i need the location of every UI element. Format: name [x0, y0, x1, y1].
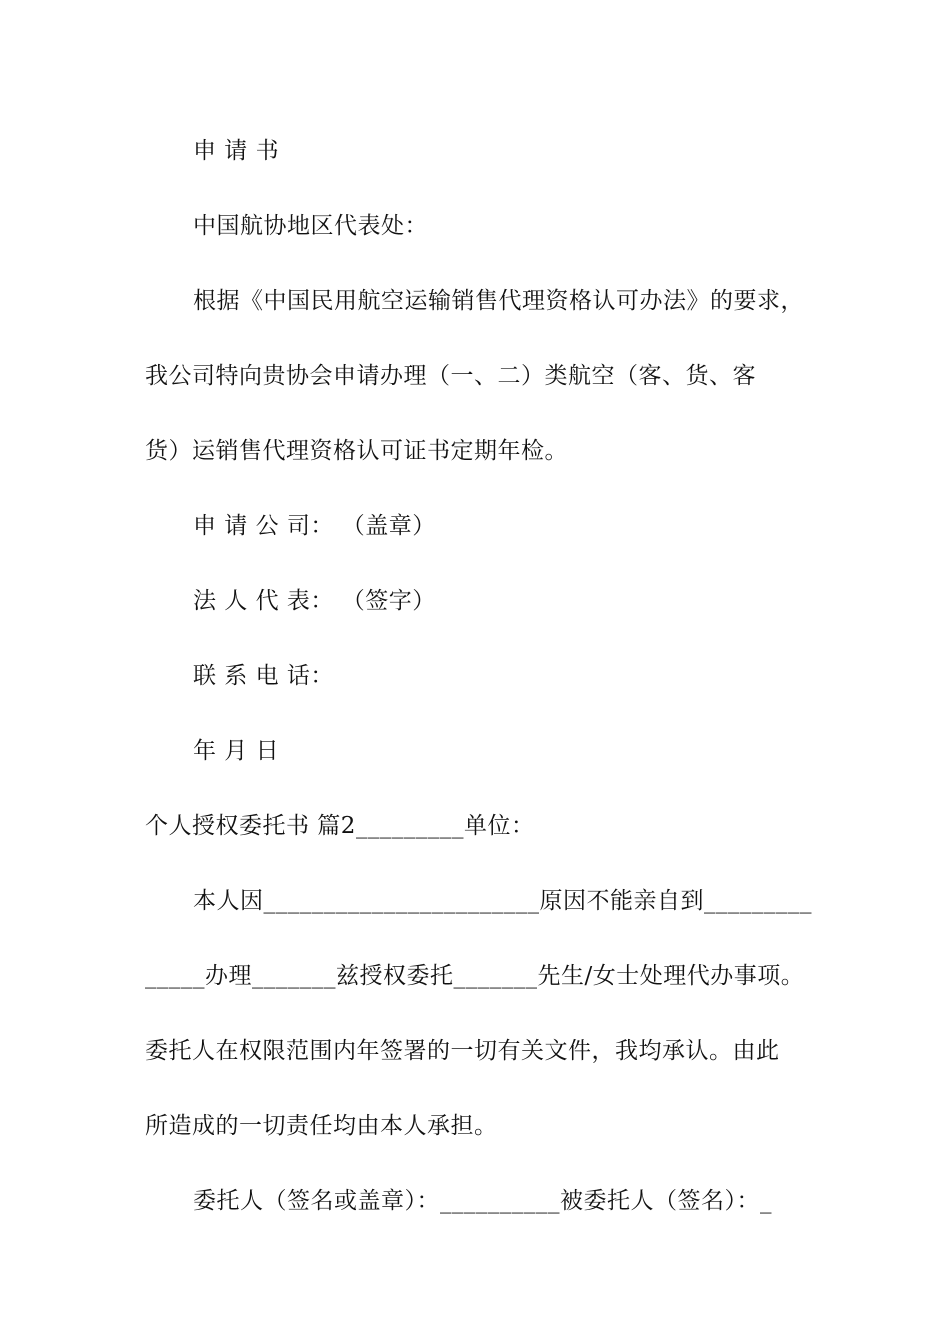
signature-line: 委托人（签名或盖章）：__________被委托人（签名）：_ [193, 1188, 772, 1214]
body-text-line: 我公司特向贵协会申请办理（一、二）类航空（客、货、客 [145, 363, 756, 389]
section-heading: 个人授权委托书 篇2_________单位： [145, 813, 535, 839]
applicant-company-field: 申 请 公 司： （盖章） [193, 513, 436, 539]
body-text-line: 货）运销售代理资格认可证书定期年检。 [145, 438, 568, 464]
body-text-line: 本人因_______________________原因不能亲自到_________ [193, 888, 812, 914]
addressee: 中国航协地区代表处： [193, 213, 428, 239]
contact-phone-field: 联 系 电 话： [193, 663, 334, 689]
body-text-line: 根据《中国民用航空运输销售代理资格认可办法》的要求， [193, 288, 804, 314]
body-text-line: _____办理_______兹授权委托_______先生/女士处理代办事项。 [145, 963, 805, 989]
legal-representative-field: 法 人 代 表： （签字） [193, 588, 436, 614]
application-title: 申 请 书 [193, 138, 280, 164]
date-field: 年 月 日 [193, 738, 280, 764]
body-text-line: 所造成的一切责任均由本人承担。 [145, 1113, 498, 1139]
body-text-line: 委托人在权限范围内年签署的一切有关文件，我均承认。由此 [145, 1038, 780, 1064]
